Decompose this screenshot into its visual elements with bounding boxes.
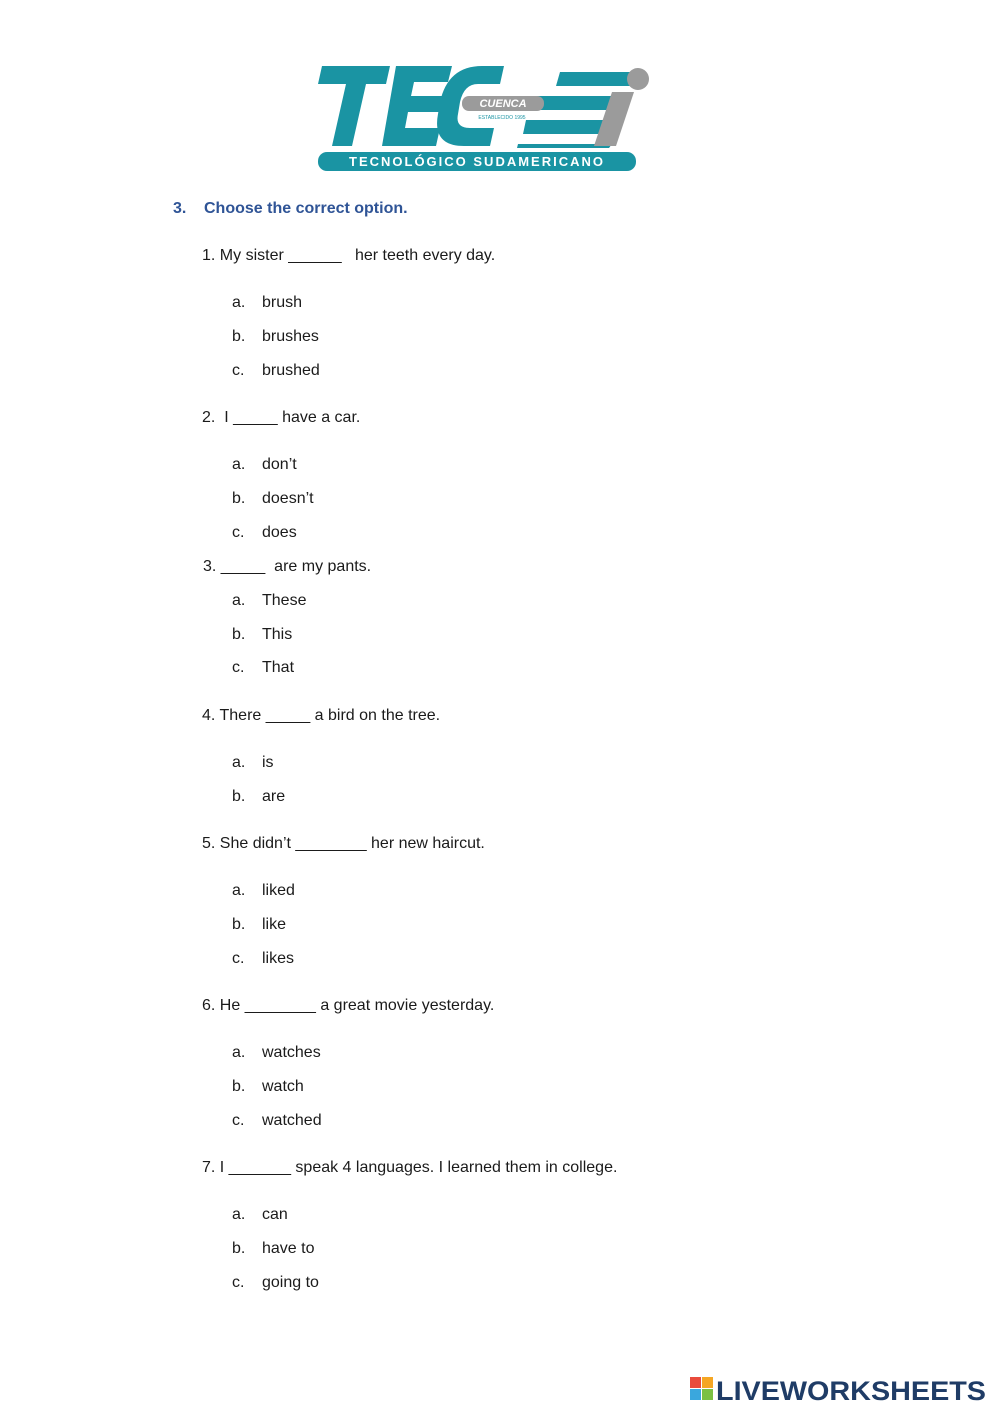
option-text: likes	[262, 950, 295, 967]
logo-wordmark: TEC	[312, 62, 314, 63]
logo-institution: TECNOLÓGICO SUDAMERICANO	[349, 154, 605, 169]
option-4a[interactable]	[232, 754, 274, 772]
option-3a[interactable]	[232, 592, 306, 610]
option-3c[interactable]	[232, 659, 294, 677]
liveworksheets-tiles-icon	[690, 1377, 713, 1400]
section-title	[173, 200, 408, 218]
option-letter: b.	[232, 626, 246, 643]
option-7b[interactable]	[232, 1240, 314, 1258]
option-text: watch	[262, 1078, 304, 1095]
option-text: can	[262, 1206, 288, 1223]
option-text: watches	[262, 1044, 321, 1061]
option-4b[interactable]	[232, 788, 285, 806]
liveworksheets-logo	[690, 1374, 988, 1404]
option-letter: a.	[232, 1206, 246, 1223]
option-text: brush	[262, 294, 303, 311]
option-letter: a.	[232, 882, 246, 899]
option-2a[interactable]	[232, 456, 297, 474]
option-1c[interactable]	[232, 362, 320, 380]
option-letter: c.	[232, 659, 245, 676]
option-letter: b.	[232, 788, 246, 805]
option-letter: b.	[232, 916, 246, 933]
question-5: 5. She didn’t ________ her new haircut.	[202, 835, 485, 852]
question-3: 3. _____ are my pants.	[203, 558, 372, 575]
option-letter: a.	[232, 592, 246, 609]
option-text: brushed	[262, 362, 320, 379]
option-letter: b.	[232, 1078, 246, 1095]
option-letter: a.	[232, 294, 246, 311]
tec-logo	[312, 62, 664, 174]
section-number: 3.	[173, 200, 187, 217]
option-5c[interactable]	[232, 950, 294, 968]
option-7a[interactable]	[232, 1206, 288, 1224]
option-text: watched	[262, 1112, 322, 1129]
option-letter: c.	[232, 1274, 245, 1291]
option-text: These	[262, 592, 307, 609]
logo-city: CUENCA	[479, 98, 527, 110]
option-text: doesn’t	[262, 490, 314, 507]
option-letter: c.	[232, 1112, 245, 1129]
option-letter: a.	[232, 1044, 246, 1061]
option-7c[interactable]	[232, 1274, 319, 1292]
option-text: have to	[262, 1240, 315, 1257]
question-4: 4. There _____ a bird on the tree.	[202, 707, 441, 724]
option-letter: c.	[232, 362, 245, 379]
option-letter: a.	[232, 456, 246, 473]
option-letter: c.	[232, 524, 245, 541]
option-6b[interactable]	[232, 1078, 304, 1096]
option-text: is	[262, 754, 274, 771]
option-5a[interactable]	[232, 882, 295, 900]
option-text: That	[262, 659, 295, 676]
option-text: like	[262, 916, 287, 933]
option-text: going to	[262, 1274, 319, 1291]
option-2c[interactable]	[232, 524, 297, 542]
option-2b[interactable]	[232, 490, 314, 508]
option-6c[interactable]	[232, 1112, 322, 1130]
option-1a[interactable]	[232, 294, 302, 312]
option-letter: b.	[232, 490, 246, 507]
option-6a[interactable]	[232, 1044, 321, 1062]
option-letter: b.	[232, 1240, 246, 1257]
option-text: liked	[262, 882, 295, 899]
logo-established: ESTABLECIDO 1995	[478, 115, 526, 121]
option-letter: c.	[232, 950, 245, 967]
option-text: This	[262, 626, 293, 643]
option-1b[interactable]	[232, 328, 319, 346]
option-text: don’t	[262, 456, 297, 473]
option-letter: a.	[232, 754, 246, 771]
option-text: brushes	[262, 328, 319, 345]
option-letter: b.	[232, 328, 246, 345]
liveworksheets-brand: LIVEWORKSHEETS	[716, 1376, 986, 1404]
option-3b[interactable]	[232, 626, 292, 644]
question-1: 1. My sister ______ her teeth every day.	[202, 247, 496, 264]
question-7: 7. I _______ speak 4 languages. I learned them in college.	[202, 1159, 618, 1176]
section-title-text: Choose the correct option.	[204, 200, 408, 217]
question-2: 2. I _____ have a car.	[202, 409, 361, 426]
question-6: 6. He ________ a great movie yesterday.	[202, 997, 495, 1014]
option-text: does	[262, 524, 297, 541]
option-text: are	[262, 788, 286, 805]
option-5b[interactable]	[232, 916, 286, 934]
